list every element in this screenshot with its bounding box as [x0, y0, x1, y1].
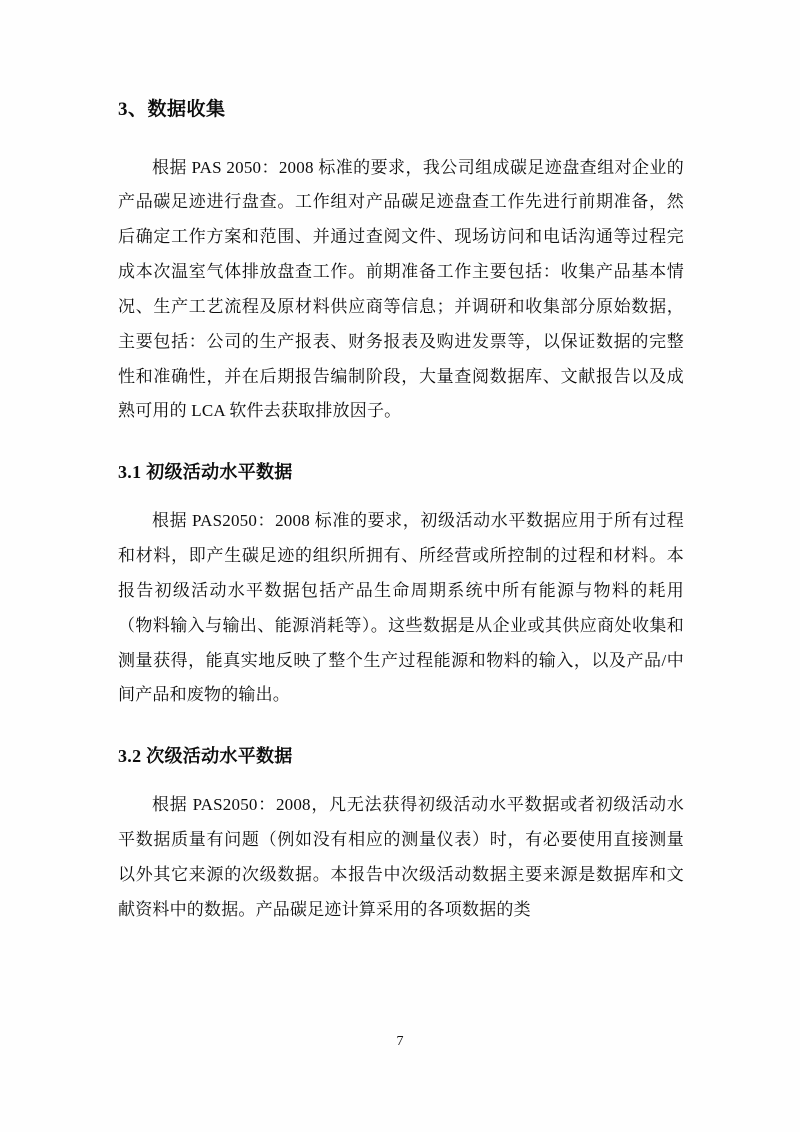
subsection-paragraph-3-2: 根据 PAS2050：2008，凡无法获得初级活动水平数据或者初级活动水平数据质量有问题（例如没有相应的测量仪表）时，有必要使用直接测量以外其它来源的次级数据。本报告中次级活动数据主要来源是数据库和文献资料中的数据。产品碳足迹计算采用的各项数据的类 [118, 795, 684, 919]
subsection-heading-3-2: 3.2 次级活动水平数据 [118, 746, 293, 767]
page-number: 7 [396, 1034, 404, 1049]
subsection-heading-3-1: 3.1 初级活动水平数据 [118, 462, 293, 483]
subsection-paragraph-3-1: 根据 PAS2050：2008 标准的要求，初级活动水平数据应用于所有过程和材料，即产生碳足迹的组织所拥有、所经营或所控制的过程和材料。本报告初级活动水平数据包括产品生命周期系统中所有能源与物料的耗用（物料输入与输出、能源消耗等）。这些数据是从企业或其供应商处收集和测量获得，能真实地反映了整个生产过程能源和物料的输入，以及产品/中间产品和废物的输出。 [118, 511, 684, 705]
section-heading-data-collection: 3、数据收集 [118, 99, 226, 120]
intro-paragraph: 根据 PAS 2050：2008 标准的要求，我公司组成碳足迹盘查组对企业的产品碳足迹进行盘查。工作组对产品碳足迹盘查工作先进行前期准备，然后确定工作方案和范围、并通过查阅文件、现场访问和电话沟通等过程完成本次温室气体排放盘查工作。前期准备工作主要包括：收集产品基本情况、生产工艺流程及原材料供应商等信息；并调研和收集部分原始数据，主要包括：公司的生产报表、财务报表及购进发票等，以保证数据的完整性和准确性，并在后期报告编制阶段，大量查阅数据库、文献报告以及成熟可用的 LCA 软件去获取排放因子。 [118, 157, 684, 421]
page-content [118, 96, 684, 928]
